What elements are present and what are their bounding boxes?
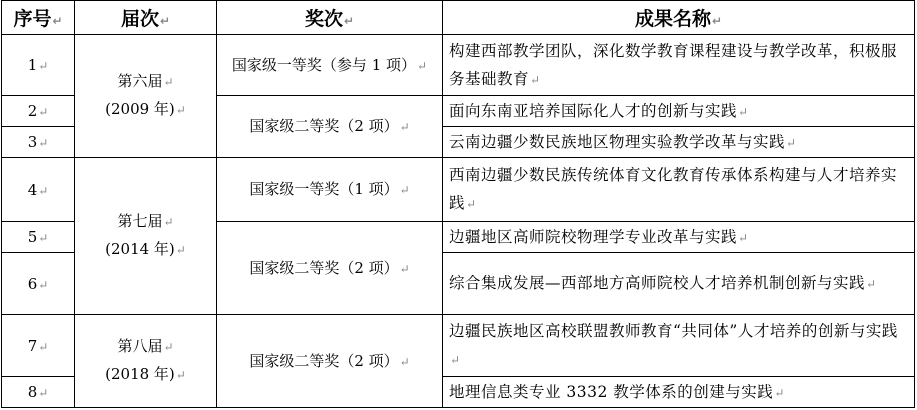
achievement-title: 边疆民族地区高校联盟教师教育“共同体”人才培养的创新与实践↵ xyxy=(443,315,915,377)
achievement-title: 西南边疆少数民族传统体育文化教育传承体系构建与人才培养实践↵ xyxy=(443,158,915,222)
row-number: 1↵ xyxy=(2,35,75,96)
awards-table xyxy=(1,0,915,408)
achievement-title: 地理信息类专业 3332 教学体系的创建与实践↵ xyxy=(443,377,915,408)
table-row xyxy=(2,158,915,222)
header-session: 届次↵ xyxy=(75,1,217,35)
row-number: 5↵ xyxy=(2,222,75,253)
achievement-title: 综合集成发展—西部地方高师院校人才培养机制创新与实践↵ xyxy=(443,253,915,315)
achievement-title: 边疆地区高师院校物理学专业改革与实践↵ xyxy=(443,222,915,253)
award-cell: 国家级一等奖（参与 1 项）↵ xyxy=(217,35,443,96)
table-row xyxy=(2,35,915,96)
header-no: 序号↵ xyxy=(2,1,75,35)
achievement-title: 面向东南亚培养国际化人才的创新与实践↵ xyxy=(443,96,915,127)
session-cell: 第七届↵ (2014 年)↵ xyxy=(75,158,217,315)
session-cell: 第六届↵ (2009 年)↵ xyxy=(75,35,217,158)
award-cell: 国家级二等奖（2 项）↵ xyxy=(217,315,443,408)
achievement-title: 构建西部教学团队，深化数学教育课程建设与教学改革，积极服务基础教育↵ xyxy=(443,35,915,96)
row-number: 2↵ xyxy=(2,96,75,127)
row-number: 8↵ xyxy=(2,377,75,408)
award-cell: 国家级二等奖（2 项）↵ xyxy=(217,222,443,315)
table-row xyxy=(2,315,915,377)
header-title: 成果名称↵ xyxy=(443,1,915,35)
award-cell: 国家级一等奖（1 项）↵ xyxy=(217,158,443,222)
award-cell: 国家级二等奖（2 项）↵ xyxy=(217,96,443,158)
header-award: 奖次↵ xyxy=(217,1,443,35)
row-number: 6↵ xyxy=(2,253,75,315)
row-number: 7↵ xyxy=(2,315,75,377)
table-header-row xyxy=(2,1,915,35)
achievement-title: 云南边疆少数民族地区物理实验教学改革与实践↵ xyxy=(443,127,915,158)
session-cell: 第八届↵ (2018 年)↵ xyxy=(75,315,217,408)
row-number: 3↵ xyxy=(2,127,75,158)
row-number: 4↵ xyxy=(2,158,75,222)
